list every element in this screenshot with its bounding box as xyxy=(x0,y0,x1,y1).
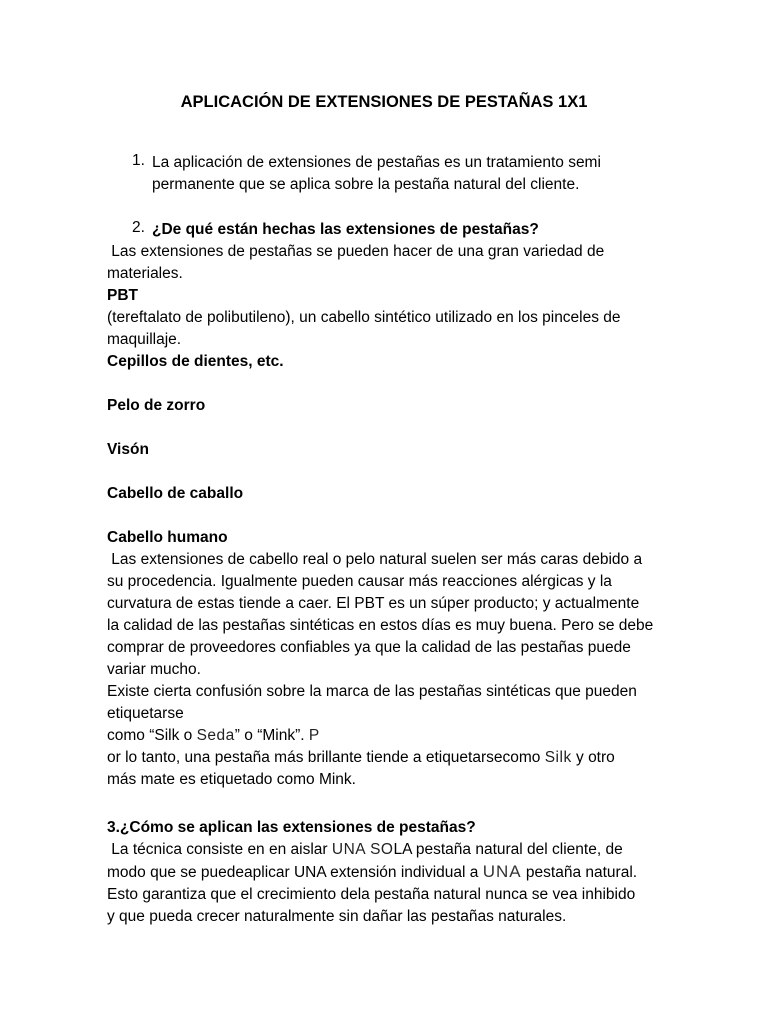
para-line: su procedencia. Igualmente pueden causar más reacciones alérgicas y la xyxy=(107,573,612,590)
para-line: etiquetarse xyxy=(107,705,184,722)
para-line: Existe cierta confusión sobre la marca de las pestañas sintéticas que pueden xyxy=(107,683,637,700)
material-vison: Visón xyxy=(107,441,149,458)
item3-line1: La técnica consiste en en aislar UNA SOLA pestaña natural del cliente, de xyxy=(107,841,623,858)
silk-line: como “Silk o Seda” o “Mink”. P xyxy=(107,727,320,744)
item1-paragraph xyxy=(152,152,672,196)
item3-line4: y que pueda crecer naturalmente sin dañar las pestañas naturales. xyxy=(107,908,567,925)
para-line: la calidad de las pestañas sintéticas en estos días es muy buena. Pero se debe xyxy=(107,617,654,634)
item3-heading: 3.¿Cómo se aplican las extensiones de pestañas? xyxy=(107,819,476,836)
mate-line: más mate es etiquetado como Mink. xyxy=(107,771,356,788)
item3-line2: modo que se puedeaplicar UNA extensión individual a UNA pestaña natural. xyxy=(107,862,638,881)
para-line: variar mucho. xyxy=(107,661,201,678)
pbt-label: PBT xyxy=(107,287,138,304)
tanto-line: or lo tanto, una pestaña más brillante tiende a etiquetarsecomo Silk y otro xyxy=(107,749,615,766)
item3-section xyxy=(107,817,667,928)
material-pelo-zorro: Pelo de zorro xyxy=(107,397,206,414)
material-cabello-caballo: Cabello de caballo xyxy=(107,485,244,502)
item2-heading: ¿De qué están hechas las extensiones de pestañas? xyxy=(152,221,539,238)
item2-intro-line2: materiales. xyxy=(107,265,183,282)
material-cepillos: Cepillos de dientes, etc. xyxy=(107,353,284,370)
item1-line1: La aplicación de extensiones de pestañas es un tratamiento semi xyxy=(152,154,601,171)
pbt-line1: (tereftalato de polibutileno), un cabello sintético utilizado en los pinceles de xyxy=(107,309,621,326)
para-line: Las extensiones de cabello real o pelo natural suelen ser más caras debido a xyxy=(107,551,643,568)
para-line: curvatura de estas tiende a caer. El PBT es un súper producto; y actualmente xyxy=(107,595,640,612)
item2-body xyxy=(107,241,667,791)
para-line: comprar de proveedores confiables ya que la calidad de las pestañas puede xyxy=(107,639,631,656)
item1-line2: permanente que se aplica sobre la pestaña natural del cliente. xyxy=(152,176,580,193)
item3-line3: Esto garantiza que el crecimiento dela pestaña natural nunca se vea inhibido xyxy=(107,886,636,903)
item1-number: 1. xyxy=(132,152,145,169)
document-title: APLICACIÓN DE EXTENSIONES DE PESTAÑAS 1X1 xyxy=(180,93,588,111)
material-cabello-humano: Cabello humano xyxy=(107,529,228,546)
item2-intro-line1: Las extensiones de pestañas se pueden hacer de una gran variedad de xyxy=(107,243,605,260)
item2-number: 2. xyxy=(132,219,145,236)
pbt-line2: maquillaje. xyxy=(107,331,182,348)
